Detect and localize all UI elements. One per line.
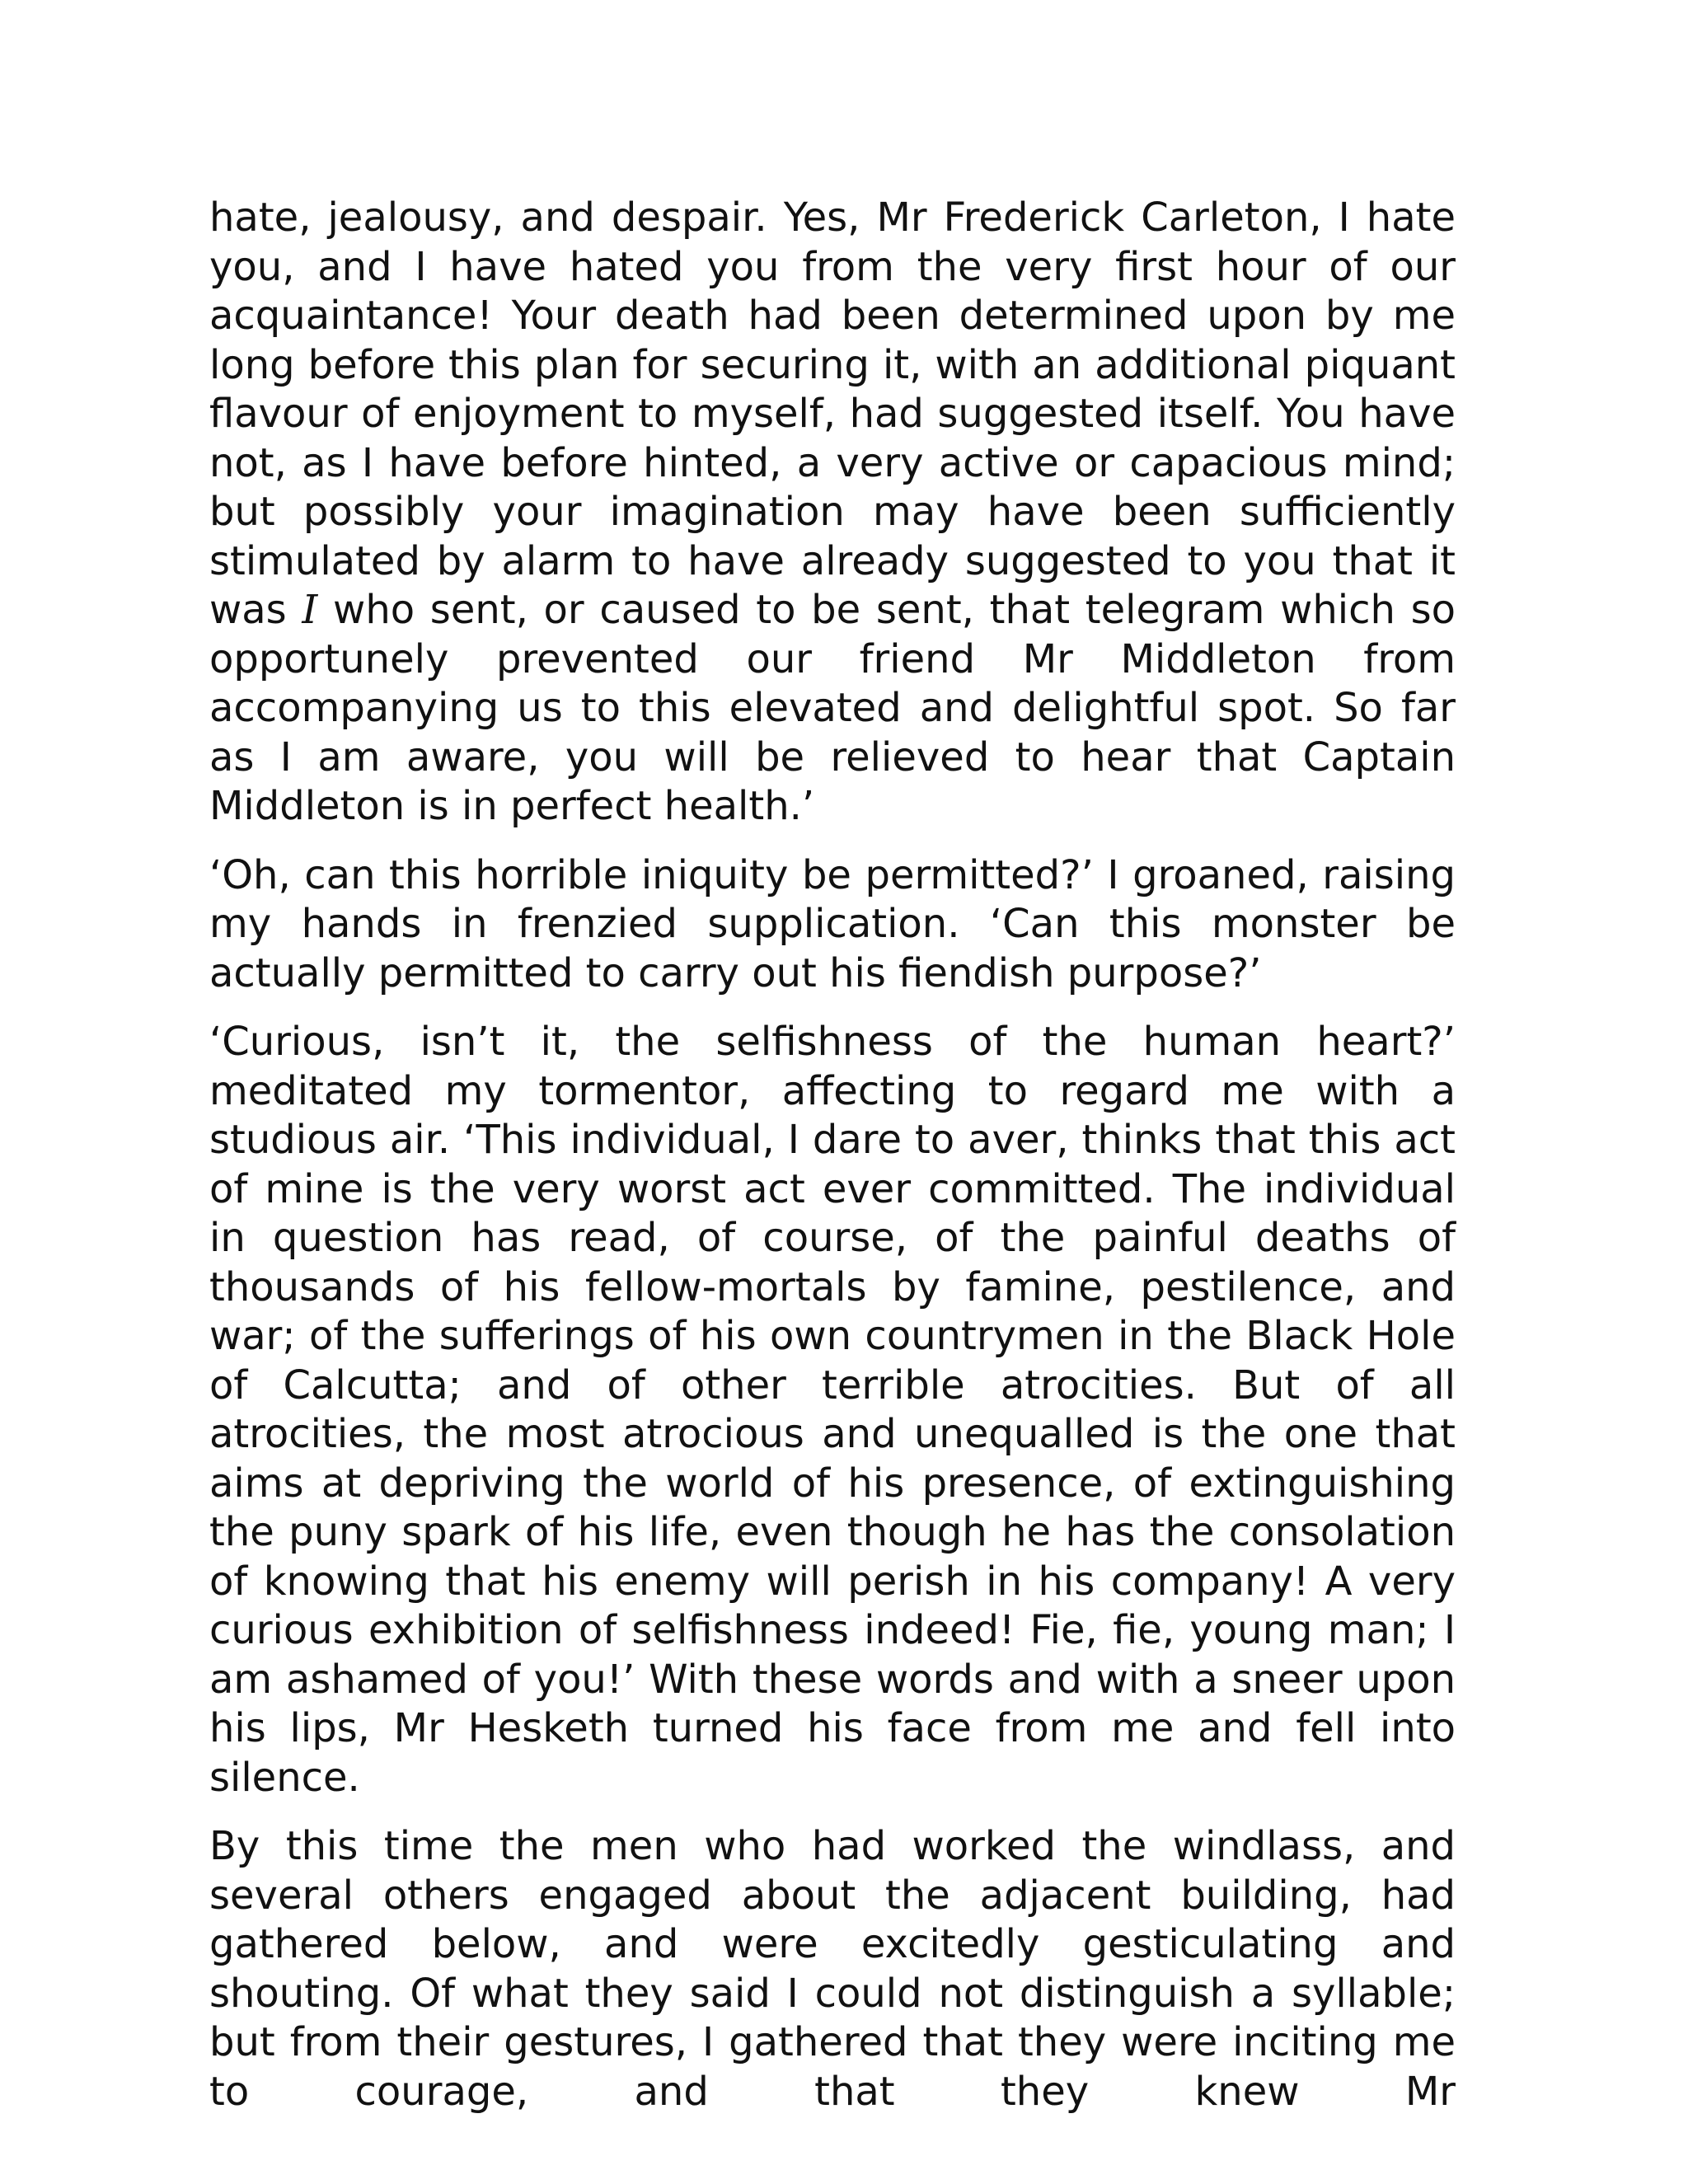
- page-body: [209, 194, 1456, 2136]
- paragraph-1-text-a: hate, jealousy, and despair. Yes, Mr Frederick Carleton, I hate you, and I have hated you from the very first hour of our acquaintance! Your death had been determined upon by me long before this plan for securing it, with an additional piquant flavour of enjoyment to myself, had suggested itself. You have not, as I have before hinted, a very active or capacious mind; but possibly your imagination may have been sufficiently stimulated by alarm to have already suggested to you that it was: [209, 194, 1456, 633]
- paragraph-4: By this time the men who had worked the windlass, and several others engaged about the adjacent building, had gathered below, and were excitedly gesticulating and shouting. Of what they said I could not distinguish a syllable; but from their gestures, I gathered that they were inciting me to courage, and that they knew Mr: [209, 1823, 1456, 2115]
- paragraph-1-text-b: who sent, or caused to be sent, that telegram which so opportunely prevented our friend Mr Middleton from accompanying us to this elevated and delightful spot. So far as I am aware, you will be relieved to hear that Captain Middleton is in perfect health.’: [209, 587, 1456, 829]
- paragraph-1: [209, 194, 1456, 832]
- paragraph-3: ‘Curious, isn’t it, the selfishness of the human heart?’ meditated my tormentor, affecting to regard me with a studious air. ‘This individual, I dare to aver, thinks that this act of mine is the very worst act ever committed. The individual in question has read, of course, of the painful deaths of thousands of his fellow-mortals by famine, pestilence, and war; of the sufferings of his own countrymen in the Black Hole of Calcutta; and of other terrible atrocities. But of all atrocities, the most atrocious and unequalled is the one that aims at depriving the world of his presence, of extinguishing the puny spark of his life, even though he has the consolation of knowing that his enemy will perish in his company! A very curious exhibition of selfishness indeed! Fie, fie, young man; I am ashamed of you!’ With these words and with a sneer upon his lips, Mr Hesketh turned his face from me and fell into silence.: [209, 1019, 1456, 1801]
- paragraph-1-italic-word: I: [302, 587, 318, 633]
- paragraph-2: ‘Oh, can this horrible iniquity be permitted?’ I groaned, raising my hands in frenzied supplication. ‘Can this monster be actually permitted to carry out his fiendish purpose?’: [209, 851, 1456, 996]
